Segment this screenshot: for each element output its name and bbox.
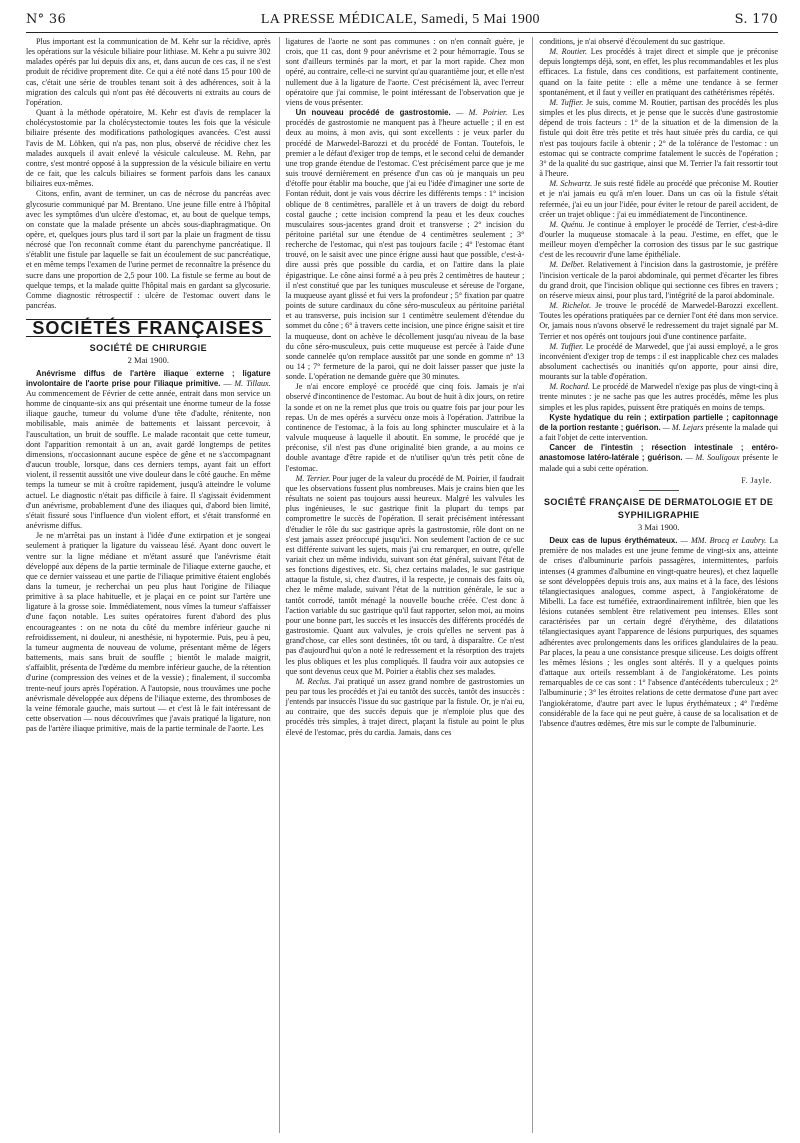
header-rule bbox=[26, 32, 778, 33]
lupus-text: La première de nos malades est une jeune femme de vingt-six ans, atteinte de crises d'albuminurie parfois passagères, intermittentes, parfois intenses (4 grammes d'albumine en vingt-quatre heures), et chez laquelle se sont développées depuis trois ans, aux mains et à la face, des lésions télangiectasiques analogues, comme aspect, à l'angiokératome de Mibelli. La face est tuméfiée, extraordinairement infiltrée, bien que les lésions cutanées semblent être relativement peu intenses. Elles sont caractérisées par un certain degré d'érythème, des dilatations télangiectasiques ayant l'apparence de lésions purpuriques, des squames adhérentes avec prolongements dans les orifices glandulaires de la peau. Par places, la peau a une consistance presque siliceuse. Les doigts offrent les mêmes lésions ; les ongles sont altérés. Il y a quelques points d'attaque aux orteils ressemblant à de l'angiokératome. Les points remarquables de ce cas sont : 1° l'absence d'antécédents tuberculeux ; 2° l'albuminurie ; 3° les étroites relations de cette dermatose d'une part avec l'angiokératome, d'autre part avec le lupus érythémateux ; 4° l'œdème considérable de la face qui ne peut guère, à cause de sa localisation et de l'absence d'autres œdèmes, être mis sur le compte de l'albuminurie. bbox=[539, 536, 778, 728]
schwartz-text: Je suis resté fidèle au procédé que préconise M. Routier et je n'ai jamais eu qu'à m'en louer. Dans un cas où la fistule s'était refermée, j'ai eu un jour l'idée, pour éviter le retour de pareil accident, de créer un trajet oblique : j'ai eu immédiatement de l'incontinence. bbox=[539, 179, 778, 219]
gastrostomy-author: — M. Poirier. bbox=[456, 108, 508, 118]
delbet-text: Relativement à l'incision dans la gastrostomie, je préfère l'incision verticale de la paroi abdominale, qui permet d'écarter les fibres du grand droit, que l'incision oblique qui sectionne ces fibres en travers ; on réserve mieux ainsi, pour plus tard, l'intégrité de la paroi abdominale. bbox=[539, 260, 778, 300]
kyste-text: présente la malade qui a fait l'objet de cette intervention. bbox=[539, 422, 778, 443]
column-2 bbox=[279, 37, 525, 1133]
society-date: 2 Mai 1900. bbox=[127, 354, 169, 365]
rochard-text: Le procédé de Marwedel n'exige pas plus de vingt-cinq à trente minutes : je ne sache pas que les autres procédés, même les plus simples et les plus rapides, puissent être pratiqués en moins de temps. bbox=[539, 382, 778, 412]
ligature-paragraph: Je ne m'arrêtai pas un instant à l'idée d'une extirpation et je songeai seulement à pratiquer la ligature du vaisseau lésé. Ayant donc ouvert le ventre sur la ligne médiane et m'étant assuré que l'anévrisme était développé aux dépens de la partie terminale de l'iliaque externe gauche, et que ce dernier vaisseau et une partie de l'iliaque primitive étaient englobés dans la tumeur, je recherchai un peu plus haut l'origine de l'iliaque primitive à sa place habituelle, et je plaçai en ce point sur l'artère une ligature à la grosse soie. Immédiatement, nous vîmes la tumeur s'affaisser d'une façon notable. Les suites opératoires furent d'abord des plus encourageantes : on ne nota du côté du membre inférieur gauche ni refroidissement, ni douleur, ni anesthésie, ni hypotermie. Puis, peu à peu, la tumeur augmenta de nouveau de volume, présentant même de légers battements, mais sans bruit de souffle ; bientôt le malade maigrit, s'affaiblit, présenta de l'œdème du membre inférieur gauche, de la rétention d'urine (compression des veines et de la vessie) ; finalement, il succomba trente-neuf jours après l'opération. A l'autopsie, nous trouvâmes une poche anévrismale développée aux dépens de l'iliaque externe, des thromboses de la veine fémorale gauche, mais surtout — et c'est là le fait intéressant de cette observation — nous découvrîmes que j'avais pratiqué la ligature, non pas de l'artère iliaque primitive, mais de la partie terminale de l'aorte. Les bbox=[26, 531, 271, 734]
routier-text: Les procédés à trajet direct et simple que je préconise depuis longtemps déjà, sont, en effet, les plus recommandables et les plus efficaces. La fistule, dans ces conditions, est parfaitement continente, quand on la faite petite : elle a même une tendance à se fermer spontanément, et il faut y veiller en pratiquant des cathétérismes répétés. bbox=[539, 47, 778, 97]
columns bbox=[26, 37, 778, 1133]
reclus-text: J'ai pratiqué un assez grand nombre de gastrostomies un peu par tous les procédés et j'ai eu tantôt des succès, tantôt des insuccès : j'entends par insuccès l'issue du suc gastrique par la fistule. Or, je n'ai eu, au contraire, que des succès depuis que je n'emploie plus que des procédés très simples, à trajet direct, plaçant la fistule au point le plus élevé de l'estomac, près du cardia. Jamais, dans ces bbox=[285, 676, 525, 737]
kehr-method-paragraph: Quant à la méthode opératoire, M. Kehr est d'avis de remplacer la cholécystostomie par la cholécystectomie toutes les fois que la vésicule biliaire présente des modifications pathologiques avancées. C'est aussi l'avis de M. Löbken, qui n'a pas, non plus, observé de récidive chez les malades auxquels il avait enlevé la vésicule calculeuse. M. Rehn, par contre, s'est montré opposé à la suppression de la vésicule biliaire en vertu de ce fait, que les calculs biliaires se forment parfois dans les canaux biliaires eux-mêmes. bbox=[26, 108, 271, 189]
gastrostomy-results-paragraph: Je n'ai encore employé ce procédé que cinq fois. Jamais je n'ai observé d'incontinence de l'estomac. Au bout de huit à dix jours, on retire la sonde et on ne la remet plus que trois ou quatre fois par jour pour les repas. Un de mes opérés a survécu onze mois à l'opération. J'attribue la continence de l'estomac, à la fois au long sphincter musculaire et à la valvule muqueuse à laquelle il aboutit. En somme, le procédé que je préconise, s'il n'est pas d'une originalité bien grande, a au moins ce double avantage d'être rapide et de n'utiliser qu'un très petit cône de l'estomac. bbox=[285, 382, 525, 473]
gastrostomy-text: Les procédés de gastrostomie ne manquent pas à l'heure actuelle ; il en est deux au moins, à mon avis, qui sont excellents : je veux parler du procédé de Marwedel-Barozzi et du procédé de Fontan. Toutefois, le premier a le défaut d'exiger trop de temps, et le second celui de demander une trop grande étendue de l'estomac. C'est précisément parce que je me suis trouvé dernièrement en présence d'un cas où je manquais un peu d'étoffe pour établir ma bouche, que j'ai eu l'idée d'imaginer une sorte de Fontan réduit, dont je vais vous décrire les différents temps : 1° incision oblique de 8 centimètres, parallèle et à un travers de doigt du rebord costal gauche ; cette incision comprend la peau et les deux couches musculaires sous-jacentes grand droit et transverse ; 2° incision du péritoine pariétal sur une étendue de 4 centimètres seulement ; 3° recherche de l'estomac, qui n'est pas toujours facile ; 4° l'estomac étant trouvé, on le saisit avec une pince érigne aussi haut que possible, c'est-à-dire aussi près que possible du cardia, et on l'attire dans la plaie épigastrique. Le cône ainsi formé a à peu près 2 centimètres de hauteur ; il n'est constitué que par les tuniques musculeuse et séreuse de l'organe, la muqueuse ayant glissé et fui vers la profondeur ; 5° fixation par quatre points de suture cardinaux du cône séro-musculeux au péritoine pariétal et au transverse, puis incision sur 1 centimètre seulement d'étendue du sommet du cône ; 6° à travers cette incision, une pince érigne saisit et tire la muqueuse, dont on achève le décollement jusqu'au niveau de la base du cône séro-musculeux, puis cette muqueuse est percée à l'aide d'une sonde cannelée qu'on remplace aussitôt par une sonde en gomme n° 13 ou 14 ; 7° fermeture de la paroi, qui ne doit laisser passer que juste la sonde. L'opération ne demande guère que 30 minutes. bbox=[285, 108, 525, 382]
aorta-paragraph: ligatures de l'aorte ne sont pas communes : on n'en connaît guère, je crois, que 11 cas, dont 9 pour anévrisme et 2 pour hémorragie. Tous se sont d'ailleurs terminés par la mort, et par la mort rapide. Chez mon opéré, au contraire, celle-ci ne survint qu'au quarantième jour, et elle n'est nullement due à la ligature de l'aorte. C'est précisément là, avec l'erreur opératoire que j'ai commise, le point intéressant de l'observation que je viens de vous présenter. bbox=[285, 37, 525, 107]
kehr-paragraph: Plus important est la communication de M. Kehr sur la récidive, après les opérations sur la vésicule biliaire pour lithiase. M. Kehr a pu suivre 302 malades opérés par lui depuis dix ans, et, dans aucun de ces cas, il ne s'est produit de récidive proprement dite. Ce qui a été noté dans 15 pour 100 de cas, c'était une série de troubles tenant soit à des adhérences, soit à la migration des calculs qui n'ont pas été découverts ni extraits au cours de l'opération. bbox=[26, 37, 271, 107]
section-title: SOCIÉTÉS FRANÇAISES bbox=[26, 319, 271, 337]
society-title: SOCIÉTÉ DE CHIRURGIE bbox=[89, 343, 208, 354]
cancer-text: présente le malade qui a subi cette opération. bbox=[539, 453, 778, 473]
rochard-author: M. Rochard. bbox=[549, 382, 590, 392]
terrier-author: M. Terrier. bbox=[295, 473, 331, 483]
kyste-author: — M. Lejars bbox=[662, 422, 704, 432]
routier-author: M. Routier. bbox=[549, 47, 588, 57]
brentano-paragraph: Citons, enfin, avant de terminer, un cas de nécrose du pancréas avec glycosurie communiqué par M. Brentano. Une jeune fille entre à l'hôpital avec les symptômes d'un ulcère d'estomac, et, au bout de quelque temps, on constate que la malade présente un abcès sous-diaphragmatique. On opère, et, quelques jours plus tard il sort par la plaie un fragment de tissu nécrosé que l'on reconnaît comme étant du parenchyme pancréatique. Il s'établit une fistule par laquelle se fait un écoulement de suc pancréatique, et en même temps l'examen de l'urine permet de reconnaître la présence du sucre dans une proportion de 2,5 pour 100. La fistule se ferme au bout de quelque temps, et la malade quitte l'hôpital mais en gardant sa glycosurie. Comme diagnostic rétrospectif : ulcère de l'estomac ouvert dans le pancréas. bbox=[26, 189, 271, 311]
tuffier-author: M. Tuffier. bbox=[549, 97, 584, 107]
page-number: S. 170 bbox=[734, 12, 778, 27]
aneurysm-author: M. Tillaux. bbox=[234, 378, 271, 388]
cancer-title: Cancer de l'intestin ; résection intestinale ; entéro-anastomose latéro-latérale ; guérison. bbox=[539, 443, 778, 463]
kyste-title: Kyste hydatique du rein ; extirpation partielle ; capitonnage de la portion restante ; guérison. bbox=[539, 412, 778, 432]
reclus-continued: conditions, je n'ai observé d'écoulement du suc gastrique. bbox=[539, 37, 725, 46]
richelot-author: M. Richelot. bbox=[549, 301, 592, 311]
cancer-author: — M. Souligoux bbox=[685, 453, 740, 463]
column-1: Plus important est la communication de M. Kehr sur la récidive, après les opérations sur la vésicule biliaire pour lithiase. M. Kehr a pu suivre 302 malades opérés par lui depuis dix ans, et, dans aucun de ces cas, il ne s'est produit de récidive proprement dite. Ce qui a été noté dans 15 pour 100 de cas, c'était une série de troubles tenant soit à des adhérences, soit à la migration des calculs qui n'ont pas été découverts ni extraits au cours de l'opération. Quant à la méthode opératoire, M. Kehr est d'avis de remplacer la cholécystostomie par la cholécystectomie toutes les fois que la vésicule biliaire présente des modifications pathologiques avancées. C'est aussi l'avis de M. Löbken, qui n'a pas, non plus, observé de récidive chez les malades auxquels il avait enlevé la vésicule calculeuse. M. Rehn, par contre, s'est montré opposé à la suppression de la vésicule biliaire en vertu de ce fait, que les calculs biliaires se forment parfois dans les canaux biliaires eux-mêmes. Citons, enfin, avant de terminer, un cas de nécrose du pancréas avec glycosurie communiqué par M. Brentano. Une jeune fille entre à l'hôpital avec les symptômes d'un ulcère d'estomac, et, au bout de quelque temps, on constate que la malade présente un abcès sous-diaphragmatique. On opère, et, quelques jours plus tard il sort par la plaie un fragment de tissu nécrosé que l'on reconnaît comme étant du parenchyme pancréatique. Il s'établit une fistule par laquelle se fait un écoulement de suc pancréatique, et en même temps l'examen de l'urine permet de reconnaître la présence du sucre dans une proportion de 2,5 pour 100. La fistule se ferme au bout de quelque temps, et la malade quitte l'hôpital mais en gardant sa glycosurie. Comme diagnostic rétrospectif : ulcère de l'estomac ouvert dans le pancréas. SOCIÉTÉS FRANÇAISES SOCIÉTÉ DE CHIRURGIE 2 Mai 1900. Anévrisme diffus de l'artère iliaque externe ; ligature involontaire de l'aorte prise pour l'iliaque primitive. — M. Tillaux. Au commencement de Février de cette année, entrait dans mon service un homme de cinquante-six ans qui présentait une énorme tumeur de la fosse iliaque gauche, tumeur du volume d'une tête d'adulte, rénitente, non mobilisable, mais animée de battements et laissant percevoir, à l'auscultation, un bruit de souffle. Le malade racontait que cette tumeur, dont l'apparition remontait à un an, avait gardé longtemps de petites dimensions, n'occasionnant aucune espèce de gêne et ne s'accompagnant d'aucun trouble, lorsque, dans ces derniers temps, ayant fait un effort violent, il ressentit aussitôt une vive douleur dans le côté gauche. En même temps la tumeur se mit à croître rapidement, jusqu'à atteindre le volume actuel. Le diagnostic n'était pas difficile à faire. Il s'agissait évidemment d'un anévrisme, probablement d'une des iliaques qui, d'abord bien limité, s'était fissuré sous l'influence d'un violent effort, et s'était transformé en anévrisme diffus. Je ne m'arrêtai pas un instant à l'idée d'une extirpation et je songeai seulement à pratiquer la ligature du vaisseau lésé. Ayant donc ouvert le ventre sur la ligne médiane et m'étant assuré que l'anévrisme était développé aux dépens de la partie terminale de l'iliaque externe gauche, et que ce dernier vaisseau et une partie de l'iliaque primitive étaient englobés dans la tumeur, je recherchai un peu plus haut l'origine de l'iliaque primitive à sa place habituelle, et je plaçai en ce point sur l'artère une ligature à la grosse soie. Immédiatement, nous vîmes la tumeur s'affaisser d'une façon notable. Les suites opératoires furent d'abord des plus encourageantes : on ne nota du côté du membre inférieur gauche ni refroidissement, ni douleur, ni anesthésie, ni hypotermie. Puis, peu à peu, la tumeur augmenta de nouveau de volume, présentant même de légers battements, mais sans bruit de souffle ; bientôt le malade maigrit, s'affaiblit, présenta de l'œdème du membre inférieur gauche, de la rétention d'urine (compression des veines et de la vessie) ; finalement, il succomba trente-neuf jours après l'opération. A l'autopsie, nous trouvâmes une poche anévrismale développée aux dépens de l'iliaque externe, des thromboses de la veine fémorale gauche, mais surtout — et c'est là le fait intéressant de cette observation — nous découvrîmes que j'avais pratiqué la ligature, non pas de l'artère iliaque primitive, mais de la partie terminale de l'aorte. Les bbox=[26, 37, 271, 734]
lupus-title: Deux cas de lupus érythémateux. bbox=[549, 536, 678, 546]
section-divider bbox=[639, 490, 679, 491]
tuffier2-text: Le procédé de Marwedel, que j'ai aussi employé, a le gros inconvénient d'exiger trop de temps : il est inapplicable chez ces malades absolument cachectisés ou inanitiés qu'on apporte, pour ainsi dire, mourants sur la table d'opération. bbox=[539, 341, 778, 382]
reclus-author: M. Reclus. bbox=[295, 676, 332, 686]
issue-number: N° 36 bbox=[26, 12, 67, 27]
gastrostomy-title: Un nouveau procédé de gastrostomie. bbox=[295, 108, 451, 118]
page-header bbox=[26, 12, 778, 30]
dermatology-society-date: 3 Mai 1900. bbox=[638, 521, 680, 532]
schwartz-author: M. Schwartz. bbox=[549, 179, 593, 189]
aneurysm-text: Au commencement de Février de cette année, entrait dans mon service un homme de cinquante-six ans qui présentait une énorme tumeur de la fosse iliaque gauche, tumeur du volume d'une tête d'adulte, rénitente, non mobilisable, mais animée de battements et laissant percevoir, à l'auscultation, un bruit de souffle. Le malade racontait que cette tumeur, dont l'apparition remontait à un an, avait gardé longtemps de petites dimensions, n'occasionnant aucune espèce de gêne et ne s'accompagnant d'aucun trouble, lorsque, dans ces derniers temps, ayant fait un effort violent, il ressentit aussitôt une vive douleur dans le côté gauche. En même temps la tumeur se mit à croître rapidement, jusqu'à atteindre le volume actuel. Le diagnostic n'était pas difficile à faire. Il s'agissait évidemment d'un anévrisme, probablement d'une des iliaques qui, d'abord bien limité, s'était fissuré sous l'influence d'un violent effort, et s'était transformé en anévrisme diffus. bbox=[26, 389, 271, 531]
quenu-author: M. Quénu. bbox=[549, 219, 585, 229]
richelot-text: Je trouve le procédé de Marwedel-Barozzi excellent. Toutes les opérations pratiquées par ce dernier l'ont été dans mon service. Or, jamais nous n'avons observé le redressement du trajet signalé par M. Terrier et nos opérés ont toujours joui d'une continence parfaite. bbox=[539, 301, 778, 341]
lupus-author: — MM. Brocq et Laubry. bbox=[680, 536, 767, 546]
dermatology-society-title: SOCIÉTÉ FRANÇAISE DE DERMATOLOGIE ET DE SYPHILIGRAPHIE bbox=[544, 496, 774, 520]
journal-title: LA PRESSE MÉDICALE, Samedi, 5 Mai 1900 bbox=[260, 12, 540, 27]
signature: F. Jayle. bbox=[741, 475, 772, 485]
terrier-text: Pour juger de la valeur du procédé de M. Poirier, il faudrait que les observations fussent plus nombreuses. Mais je crains bien que les résultats ne soient pas toujours aussi heureux. Malgré les valvules les plus ingénieuses, le suc gastrique finit la plupart du temps par compromettre le succès de l'opération. Il serait précisément intéressant d'étudier le rôle du suc gastrique après la gastrostomie, rôle dont on ne s'est jamais assez préoccupé jusqu'ici. Non seulement l'action de ce suc est différente suivant les sujets, mais j'ai cru remarquer, en outre, qu'elle variait chez un même individu, suivant son état général, suivant l'état de ses fonctions digestives, etc. Si, chez certains malades, le suc gastrique attaque la fistule, si, chez d'autres, il la respecte, je connais des faits où, chez le même malade, suivant l'état de la nutrition générale, le suc a tantôt corrodé, tantôt ménagé la nouvelle bouche créée. C'est donc à l'action variable du suc gastrique qu'il faut rapporter, selon moi, au moins pour une bonne part, les succès et les insuccès des différents procédés de gastrostomie. Quant aux valvules, je crois qu'elles ne servent pas à grand'chose, car elles sont destinées, tôt ou tard, à disparaître. Ce n'est pas d'aujourd'hui qu'on a noté le redressement et la résorption des trajets les plus obliques et les plus compliqués. Il faudra voir aux autopsies ce que sont devenus ceux que M. Poirier a établis chez ses malades. bbox=[285, 473, 525, 676]
column-3 bbox=[532, 37, 778, 1133]
tuffier2-author: M. Tuffier. bbox=[549, 341, 584, 351]
aneurysm-title: Anévrisme diffus de l'artère iliaque externe ; ligature involontaire de l'aorte prise pour l'iliaque primitive. bbox=[26, 368, 271, 388]
quenu-text: Je continue à employer le procédé de Terrier, c'est-à-dire d'ourler la muqueuse stomacale à la peau. J'estime, en effet, que le meilleur moyen d'empêcher la corrosion des tissus par le suc gastrique c'est de les recouvrir d'une lame épithéliale. bbox=[539, 219, 778, 260]
newspaper-page bbox=[26, 12, 778, 1132]
tuffier-text: Je suis, comme M. Routier, partisan des procédés les plus simples et les plus directs, et je pense que le succès d'une gastrostomie dépend de trois facteurs : 1° de la situation et de la dimension de la fistule qui doit être très petite et très haut située près du cardia, ce qui n'est pas toujours facile à obtenir ; 2° de la tolérance de l'estomac : un estomac qui se contracte comprime fatalement le succès de l'opération ; 3° de la qualité du suc gastrique, ainsi que M. Terrier l'a fait ressortir tout à l'heure. bbox=[539, 97, 778, 179]
delbet-author: M. Delbet. bbox=[549, 260, 585, 270]
